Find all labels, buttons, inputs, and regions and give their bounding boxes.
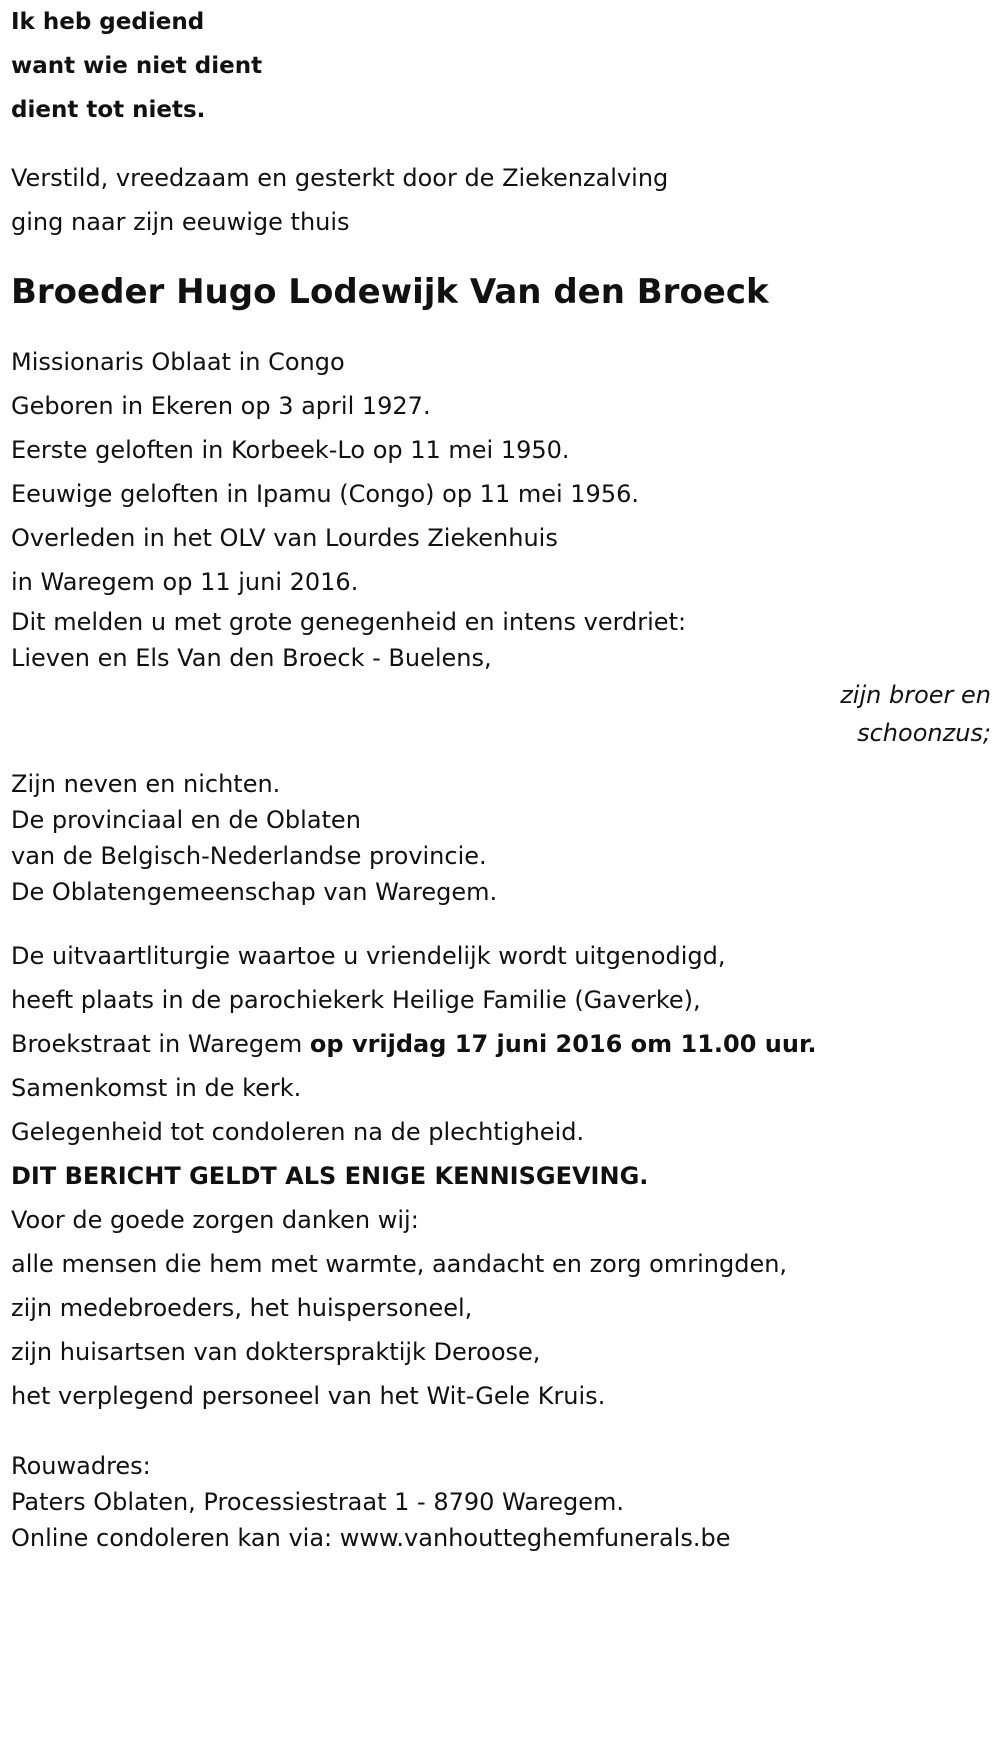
- funeral-line: Gelegenheid tot condoleren na de plechtigheid.: [11, 1118, 585, 1146]
- biography-line: in Waregem op 11 juni 2016.: [11, 568, 359, 596]
- funeral-block: [11, 934, 991, 1154]
- family-relation: [11, 676, 991, 752]
- biography-line: Overleden in het OLV van Lourdes Ziekenhuis: [11, 524, 558, 552]
- intro-line: ging naar zijn eeuwige thuis: [11, 208, 350, 236]
- others-line: De provinciaal en de Oblaten: [11, 806, 361, 834]
- funeral-location: Broekstraat in Waregem: [11, 1030, 310, 1058]
- motto-line: dient tot niets.: [11, 97, 206, 123]
- notice-text: DIT BERICHT GELDT ALS ENIGE KENNISGEVING.: [11, 1162, 649, 1190]
- thanks-block: [11, 1198, 991, 1418]
- funeral-line: heeft plaats in de parochiekerk Heilige Familie (Gaverke),: [11, 986, 701, 1014]
- obituary-notice: [11, 0, 991, 1556]
- thanks-line: zijn huisartsen van dokterspraktijk Deroose,: [11, 1338, 541, 1366]
- intro-line: Verstild, vreedzaam en gesterkt door de Ziekenzalving: [11, 164, 669, 192]
- online-condolence-line: Online condoleren kan via: www.vanhoutteghemfunerals.be: [11, 1524, 731, 1552]
- biography-line: Missionaris Oblaat in Congo: [11, 348, 345, 376]
- funeral-line: De uitvaartliturgie waartoe u vriendelijk wordt uitgenodigd,: [11, 942, 726, 970]
- funeral-date-time: op vrijdag 17 juni 2016 om 11.00 uur.: [309, 1030, 817, 1058]
- biography-line: Eerste geloften in Korbeek-Lo op 11 mei 1950.: [11, 436, 570, 464]
- biography-block: [11, 340, 991, 604]
- thanks-line: zijn medebroeders, het huispersoneel,: [11, 1294, 473, 1322]
- biography-line: Eeuwige geloften in Ipamu (Congo) op 11 mei 1956.: [11, 480, 639, 508]
- thanks-line: Voor de goede zorgen danken wij:: [11, 1206, 419, 1234]
- motto-line: want wie niet dient: [11, 53, 263, 79]
- funeral-line: Samenkomst in de kerk.: [11, 1074, 302, 1102]
- address-label: Rouwadres:: [11, 1452, 151, 1480]
- others-line: De Oblatengemeenschap van Waregem.: [11, 878, 498, 906]
- relation-line: zijn broer en: [840, 681, 991, 709]
- others-line: Zijn neven en nichten.: [11, 770, 281, 798]
- others-block: [11, 766, 991, 910]
- biography-line: Geboren in Ekeren op 3 april 1927.: [11, 392, 431, 420]
- announcement-text: Dit melden u met grote genegenheid en intens verdriet:: [11, 608, 687, 636]
- intro-block: [11, 156, 991, 244]
- relation-line: schoonzus;: [857, 719, 991, 747]
- address-line: Paters Oblaten, Processiestraat 1 - 8790 Waregem.: [11, 1488, 625, 1516]
- others-line: van de Belgisch-Nederlandse provincie.: [11, 842, 487, 870]
- address-block: [11, 1448, 991, 1556]
- deceased-name: Broeder Hugo Lodewijk Van den Broeck: [11, 272, 769, 312]
- family-names: Lieven en Els Van den Broeck - Buelens,: [11, 644, 492, 672]
- thanks-line: het verplegend personeel van het Wit-Gele Kruis.: [11, 1382, 606, 1410]
- motto-line: Ik heb gediend: [11, 9, 205, 35]
- motto-block: [11, 0, 991, 132]
- thanks-line: alle mensen die hem met warmte, aandacht en zorg omringden,: [11, 1250, 788, 1278]
- funeral-datetime-line: [11, 1022, 991, 1066]
